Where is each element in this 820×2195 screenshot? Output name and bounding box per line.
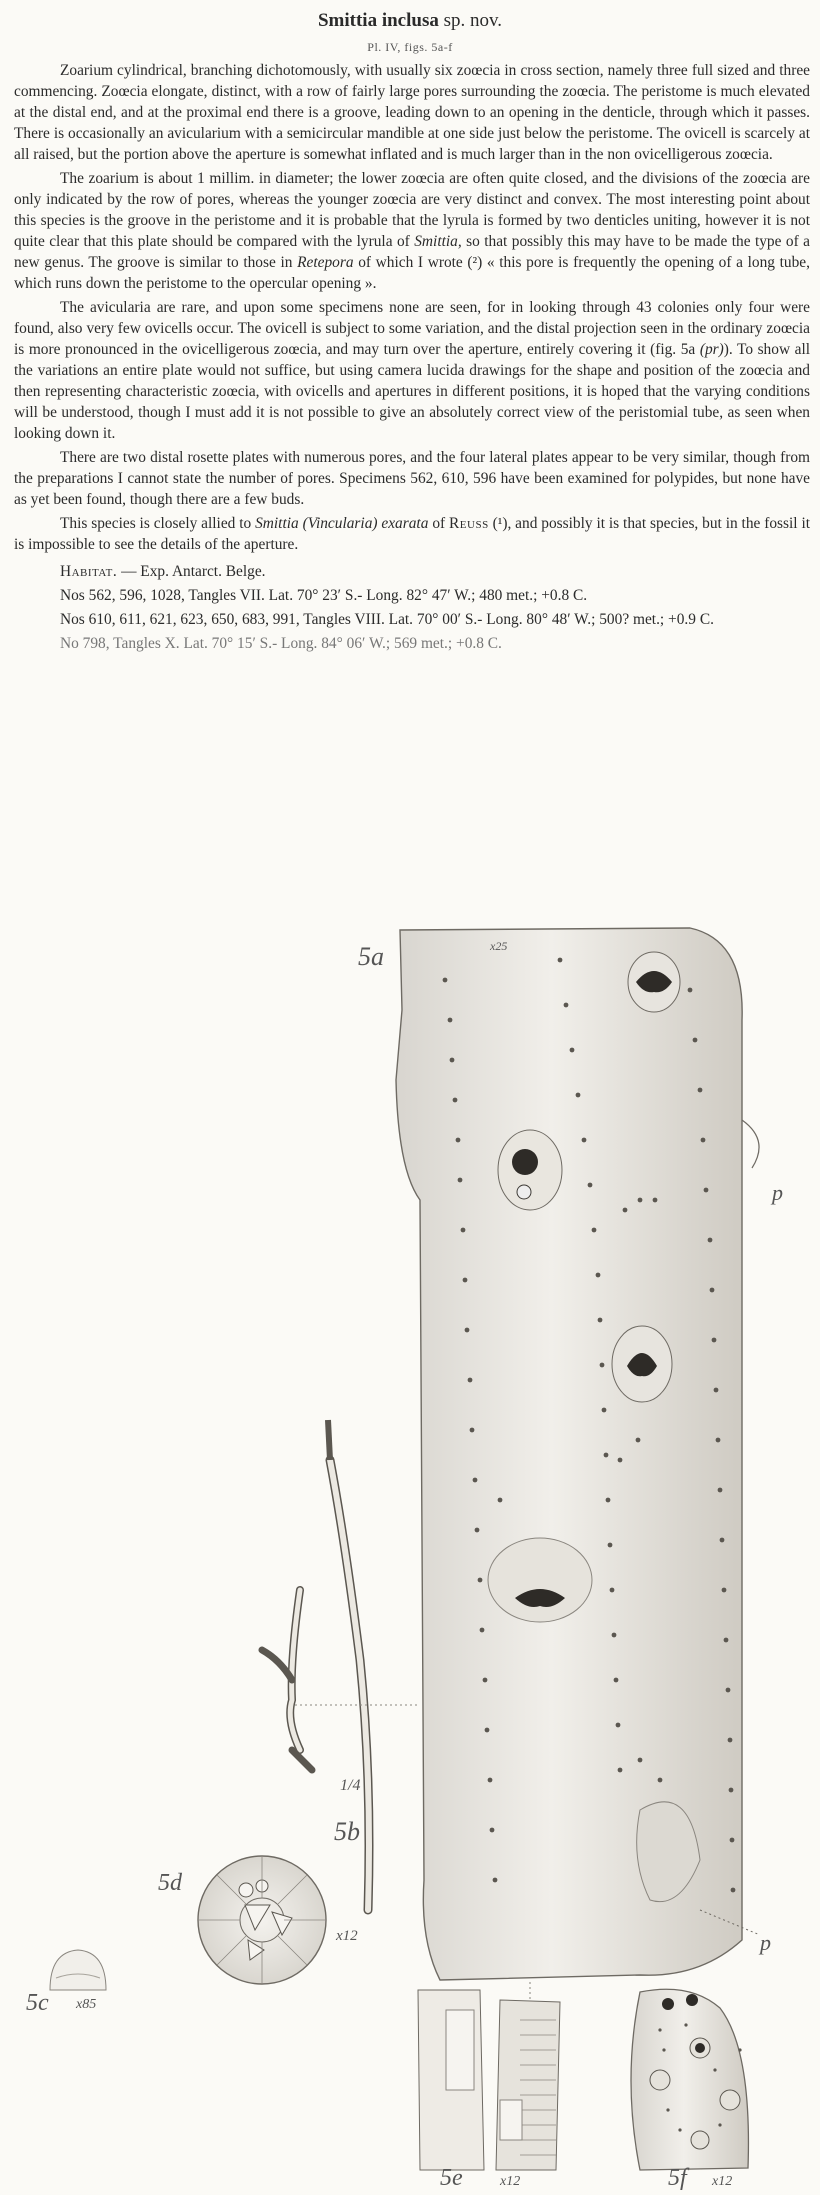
habitat-line-2: Nos 610, 611, 621, 623, 650, 683, 991, Tangles VIII. Lat. 70° 00′ S.- Long. 80° 48′ W.; 500? met.; +0.9 C. (60, 611, 714, 628)
mag-5e: x12 (500, 2174, 521, 2189)
figure-5c (26, 1950, 106, 2016)
habitat-expedition: — Exp. Antarct. Belge. (121, 563, 266, 580)
mag-5c: x85 (76, 1997, 97, 2012)
label-5c: 5c (26, 1990, 49, 2016)
description-text (14, 60, 810, 654)
aperture-middle (498, 1130, 562, 1210)
paragraph-4: There are two distal rosette plates with numerous pores, and the four lateral plates appear to be very similar, though from the preparations I cannot state the number of pores. Specimens 562, 610, 596 have been examined for polypides, but none have as yet been found, though there are a few buds. (14, 449, 810, 508)
paragraph-5 (14, 513, 810, 555)
mag-5f: x12 (712, 2174, 733, 2189)
label-5b: 5b (334, 1817, 360, 1846)
figure-5d (158, 1856, 358, 1984)
author-name: Reuss (449, 515, 489, 532)
paragraph-5-part-c: (¹), and possibly it is that species, but in the fossil it is impossible to see the details of the aperture. (14, 515, 811, 553)
figure-5a (358, 928, 783, 1980)
plate-figure (0, 900, 820, 2190)
figure-5b (262, 1420, 420, 1910)
mag-5a: x25 (490, 939, 508, 953)
figure-5e (418, 1982, 560, 2190)
paragraph-2-part-a: The zoarium is about 1 millim. in diameter; the lower zoœcia are often quite closed, and the divisions of the zoœcia are only indicated by the row of pores, whereas the younger zoœcia are very distinct and convex. The most interesting point about this species is the groove in the peristome and it is probable that the lyrula is formed by two denticles uniting, however it is not quite clear that this plate should be compared with the lyrula of (14, 170, 810, 250)
figure-ref: (pr) (699, 341, 724, 358)
label-p-bottom: p (760, 1930, 771, 1955)
paragraph-3-part-b: ). To show all the variations an entire plate would not suffice, but using camera lucida drawings for the shape and position of the zoœcia and then representing characteristic zoœcia, with ovicells and apertures in different positions, it is hoped that the varying conditions will be understood, though I must add it is not possible to give an absolutely correct view of the peristomial tube, as seen when looking down it. (14, 341, 811, 442)
mag-5b: 1/4 (340, 1777, 361, 1794)
genus-name: Smittia, (414, 233, 462, 250)
paragraph-3-part-a: The avicularia are rare, and upon some specimens none are seen, for in looking through 43 colonies only four were found, also very few ovicells occur. The ovicell is subject to some variation, and the distal projection seen in the ordinary zoœcia is more pronounced in the ovicelligerous zoœcia, and may turn over the aperture, entirely covering it (fig. 5a (14, 299, 810, 358)
habitat-line-3: No 798, Tangles X. Lat. 70° 15′ S.- Long. 84° 06′ W.; 569 met.; +0.8 C. (60, 635, 502, 652)
mag-5d: x12 (336, 1928, 358, 1944)
genus-retepora: Retepora (297, 254, 354, 271)
label-5a: 5a (358, 942, 384, 971)
habitat-section (14, 561, 810, 654)
paragraph-2-part-c: of which I wrote (²) « this pore is frequently the opening of a long tube, which runs down the peristome to the opercular opening ». (14, 254, 810, 292)
habitat-label: Habitat. (60, 563, 118, 580)
label-p-top: p (772, 1180, 783, 1205)
allied-species: Smittia (Vincularia) exarata (255, 515, 429, 532)
ovicell-aperture (488, 1538, 592, 1622)
plate-reference: Pl. IV, figs. 5a-f (367, 40, 453, 54)
paragraph-3 (14, 297, 810, 444)
figure-5f (631, 1989, 748, 2190)
habitat-heading (14, 561, 810, 582)
paragraph-2 (14, 168, 810, 294)
paragraph-5-part-b: of (432, 515, 446, 532)
habitat-line-1: Nos 562, 596, 1028, Tangles VII. Lat. 70° 23′ S.- Long. 82° 47′ W.; 480 met.; +0.8 C. (60, 587, 588, 604)
species-title (0, 10, 820, 32)
paragraph-5-part-a: This species is closely allied to (60, 515, 252, 532)
aperture-top (628, 952, 680, 1012)
species-status: sp. nov. (443, 10, 503, 31)
paragraph-2-part-b: so that possibly this may have to be made the type of a new genus. The groove is similar to those in (14, 233, 810, 271)
aperture-lower (612, 1326, 672, 1402)
paragraph-1: Zoarium cylindrical, branching dichotomously, with usually six zoœcia in cross section, namely three full sized and three commencing. Zoœcia elongate, distinct, with a row of fairly large pores surrounding the zoœcia. The peristome is much elevated at the distal end, and at the proximal end there is a groove, leading down to an opening in the denticle, through which it passes. There is occasionally an avicularium with a semicircular mandible at one side just below the peristome. The ovicell is scarcely at all raised, but the portion above the aperture is somewhat inflated and is much larger than in the non ovicelligerous zoœcia. (14, 62, 810, 163)
species-name: Smittia inclusa (317, 10, 439, 31)
label-5f: 5f (668, 2165, 687, 2190)
label-5e: 5e (440, 2165, 463, 2190)
label-5d: 5d (158, 1870, 182, 1896)
